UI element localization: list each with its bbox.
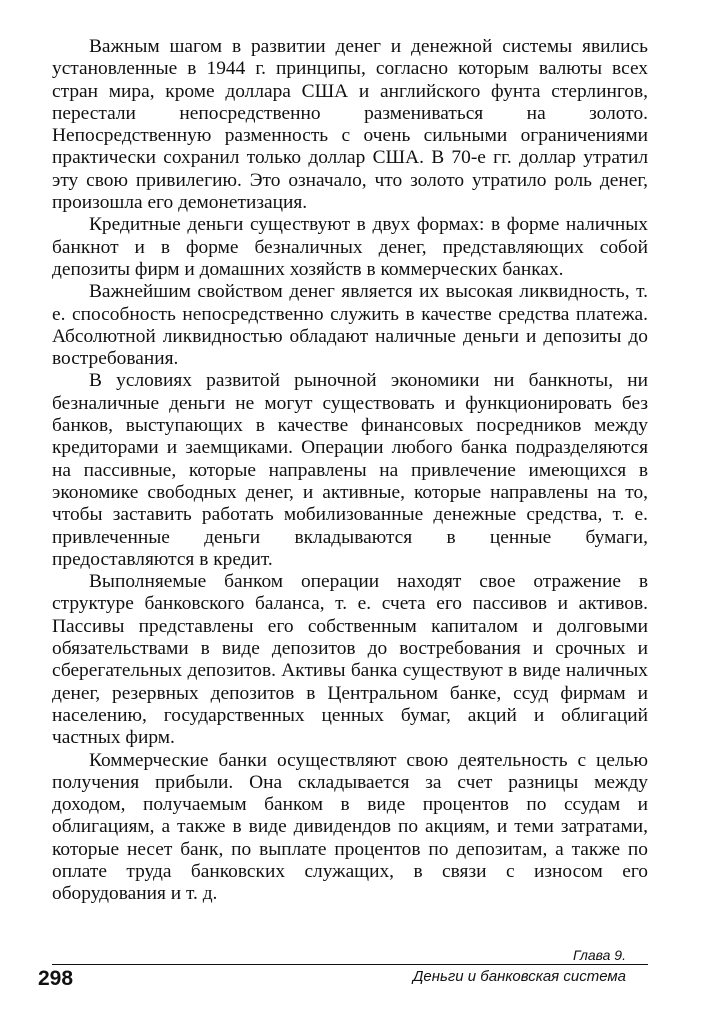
- footer-divider: [52, 964, 648, 965]
- page-number: 298: [38, 967, 74, 990]
- running-head-title: Деньги и банковская система: [412, 968, 626, 985]
- paragraph-credit-money-forms: Кредитные деньги существуют в двух формах: в форме наличных банкнот и в форме безналичных денег, представляющих собой депозиты фирм и домашних хозяйств в коммерческих банках.: [52, 214, 648, 280]
- paragraph-liquidity: Важнейшим свойством денег является их высокая ликвидность, т. е. способность непосредственно служить в качестве средства платежа. Абсолютной ликвидностью обладают наличные деньги и депозиты до востребования.: [52, 281, 648, 370]
- paragraph-gold-demonetization: Важным шагом в развитии денег и денежной системы явились установленные в 1944 г. принципы, согласно которым валюты всех стран мира, кроме доллара США и английского фунта стерлингов, перестали непосредственно размениваться на золото. Непосредственную разменность с очень сильными ограничениями практически сохранил только доллар США. В 70-е гг. доллар утратил эту свою привилегию. Это означало, что золото утратило роль денег, произошла его демонетизация.: [52, 36, 648, 214]
- paragraph-commercial-banks-profit: Коммерческие банки осуществляют свою деятельность с целью получения прибыли. Она складывается за счет разницы между доходом, получаемым банком в виде процентов по ссудам и облигациям, а также в виде дивидендов по акциям, и теми затратами, которые несет банк, по выплате процентов по депозитам, а также по оплате труда банковских служащих, в связи с износом его оборудования и т. д.: [52, 749, 648, 905]
- paragraph-bank-balance: Выполняемые банком операции находят свое отражение в структуре банковского баланса, т. е. счета его пассивов и активов. Пассивы представлены его собственным капиталом и долговыми обязательствами в виде депозитов до востребования и срочных и сберегательных депозитов. Активы банка существуют в виде наличных денег, резервных депозитов в Центральном банке, ссуд фирмам и населению, государственных ценных бумаг, акций и облигаций частных фирм.: [52, 571, 648, 749]
- running-head-chapter: Глава 9.: [572, 947, 626, 963]
- paragraph-bank-operations: В условиях развитой рыночной экономики ни банкноты, ни безналичные деньги не могут существовать и функционировать без банков, выступающих в качестве финансовых посредников между кредиторами и заемщиками. Операции любого банка подразделяются на пассивные, которые направлены на привлечение имеющихся в экономике свободных денег, и активные, которые направлены на то, чтобы заставить работать мобилизованные денежные средства, т. е. привлеченные деньги вкладываются в ценные бумаги, предоставляются в кредит.: [52, 370, 648, 570]
- body-text: [52, 36, 648, 906]
